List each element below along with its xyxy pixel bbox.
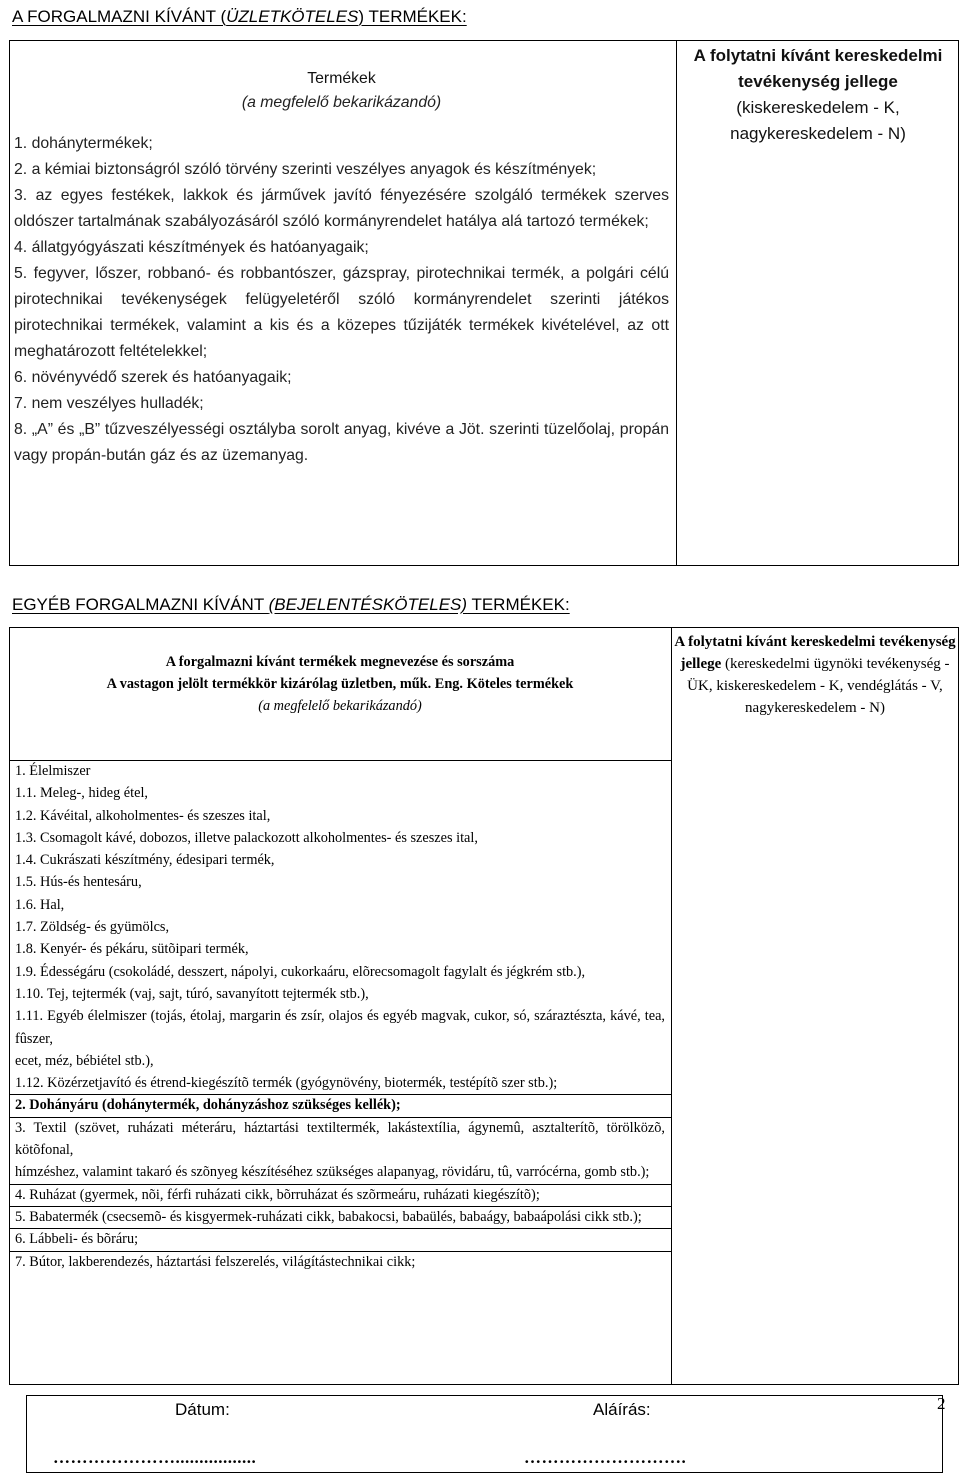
product-group — [15, 1094, 665, 1116]
date-field[interactable]: …………………................. — [53, 1448, 257, 1467]
product-item[interactable]: 1.6. Hal, — [15, 896, 65, 913]
product-item[interactable]: 1.1. Meleg-, hideg étel, — [15, 785, 149, 802]
page-number: 2 — [937, 1394, 946, 1413]
products-head-line1: A forgalmazni kívánt termékek megnevezése és sorszáma — [165, 654, 515, 670]
date-label: Dátum: — [175, 1400, 230, 1419]
product-item[interactable]: 7. nem veszélyes hulladék; — [14, 395, 204, 412]
product-group — [15, 1228, 665, 1250]
product-item[interactable]: 4. Ruházat (gyermek, nõi, férfi ruházati cikk, bõrruházat és szõrmeáru, ruházati kiegészítõ); — [15, 1186, 540, 1203]
product-item[interactable]: 1. Élelmiszer — [15, 763, 91, 779]
activity-column-header: A folytatni kívánt kereskedelmi tevékenység jellege (kiskereskedelem - K, nagykereskedelem - N) — [693, 46, 943, 143]
product-item[interactable]: 1.3. Csomagolt kávé, dobozos, illetve palackozott alkoholmentes- és szeszes ital, — [15, 829, 478, 846]
product-item[interactable]: 2. Dohányáru (dohánytermék, dohányzáshoz szükséges kellék); — [15, 1097, 401, 1114]
licensed-products-table — [9, 40, 959, 566]
product-item[interactable]: 3. Textil (szövet, ruházati méteráru, háztartási textiltermék, lakástextília, ágynemû, asztalterítõ, törölközõ, kötõfonal, — [15, 1119, 665, 1159]
product-group — [15, 1206, 665, 1228]
product-item[interactable]: 5. Babatermék (csecsemõ- és kisgyermek-ruházati cikk, babakocsi, babaülés, babaágy, babaápolási cikk stb.); — [15, 1208, 642, 1225]
product-item[interactable]: 5. fegyver, lőszer, robbanó- és robbantószer, gázspray, pirotechnikai termék, a polgári célú pirotechnikai tevékenységek felügyeletéről szóló kormányrendelet szerinti játékos pirotechnikai termékek, valamint a kis és a közepes tűzijáték termékek kivételével, az ott meghatározott feltételekkel; — [14, 265, 669, 360]
product-group — [15, 1117, 665, 1184]
products-header: Termékek — [307, 70, 376, 87]
row-separator — [10, 1228, 671, 1229]
activity-column-header: A folytatni kívánt kereskedelmi tevékenység jellege (kereskedelmi ügynöki tevékenység - ÜK, kiskereskedelem - K, vendéglátás - V, nagykereskedelem - N) — [674, 634, 956, 716]
row-separator — [10, 1117, 671, 1118]
product-item[interactable]: hímzéshez, valamint takaró és szõnyeg készítéséhez szükséges alapanyag, rövidáru, tû, varrócérna, gomb stb.); — [15, 1164, 650, 1181]
product-item[interactable]: 1.9. Édességáru (csokoládé, desszert, nápolyi, cukorkaáru, elõrecsomagolt fagylalt és jégkrém stb.), — [15, 963, 586, 980]
row-separator — [10, 1206, 671, 1207]
product-item[interactable]: ecet, méz, bébiétel stb.), — [15, 1052, 154, 1069]
product-item[interactable]: 8. „A” és „B” tűzveszélyességi osztályba sorolt anyag, kivéve a Jöt. szerinti tüzelőolaj, propán vagy propán-bután gáz és az üzemanyag. — [14, 421, 669, 464]
products-head-line2: A vastagon jelölt termékkör kizárólag üzletben, műk. Eng. Köteles termékek — [106, 676, 574, 692]
product-item[interactable]: 1.7. Zöldség- és gyümölcs, — [15, 919, 170, 936]
product-item[interactable]: 6. Lábbeli- és bõráru; — [15, 1231, 139, 1248]
product-item[interactable]: 1.5. Hús-és hentesáru, — [15, 874, 142, 891]
product-item[interactable]: 6. növényvédő szerek és hatóanyagaik; — [14, 369, 292, 386]
product-group — [15, 760, 665, 1094]
product-item[interactable]: 1. dohánytermékek; — [14, 135, 153, 152]
product-item[interactable]: 1.4. Cukrászati készítmény, édesipari termék, — [15, 852, 275, 869]
products-subheader: (a megfelelő bekarikázandó) — [241, 94, 442, 111]
product-item[interactable]: 2. a kémiai biztonságról szóló törvény szerinti veszélyes anyagok és készítmények; — [14, 161, 597, 178]
product-item[interactable]: 1.11. Egyéb élelmiszer (tojás, étolaj, margarin és zsír, olajos és egyéb magvak, cukor, só, száraztészta, kávé, tea, fûszer, — [15, 1008, 665, 1047]
product-item[interactable]: 4. állatgyógyászati készítmények és hatóanyagaik; — [14, 239, 369, 256]
product-item[interactable]: 1.10. Tej, tejtermék (vaj, sajt, túró, savanyított tejtermék stb.), — [15, 985, 369, 1002]
section1-title: A FORGALMAZNI KÍVÁNT (ÜZLETKÖTELES) TERMÉKEK: — [12, 7, 467, 26]
row-separator — [10, 1094, 671, 1095]
product-group — [15, 1184, 665, 1206]
registered-products-table — [9, 627, 959, 1385]
signature-field[interactable]: ………………………. — [524, 1448, 687, 1467]
row-separator — [10, 760, 671, 761]
product-item[interactable]: 1.8. Kenyér- és pékáru, sütõipari termék, — [15, 941, 249, 958]
licensed-products-list — [14, 131, 669, 469]
products-column — [15, 628, 665, 1270]
product-item[interactable]: 1.12. Közérzetjavító és étrend-kiegészítõ termék (gyógynövény, biotermék, testépítõ szer stb.); — [15, 1075, 558, 1092]
section2-title: EGYÉB FORGALMAZNI KÍVÁNT (BEJELENTÉSKÖTELES) TERMÉKEK: — [12, 595, 570, 614]
row-separator — [10, 1251, 671, 1252]
product-group — [15, 1251, 665, 1273]
row-separator — [10, 1184, 671, 1185]
products-head-line3: (a megfelelő bekarikázandó) — [258, 698, 422, 714]
product-item[interactable]: 3. az egyes festékek, lakkok és járművek javító fényezésére szolgáló termékek szerves oldószer tartalmának szabályozásáról szóló kormányrendelet hatálya alá tartozó termékek; — [14, 187, 669, 230]
signature-box — [26, 1395, 943, 1473]
registered-products-list — [15, 760, 665, 1273]
product-item[interactable]: 1.2. Kávéital, alkoholmentes- és szeszes ital, — [15, 807, 271, 824]
signature-label: Aláírás: — [593, 1400, 651, 1419]
products-column — [14, 41, 669, 469]
product-item[interactable]: 7. Bútor, lakberendezés, háztartási felszerelés, világítástechnikai cikk; — [15, 1253, 416, 1270]
